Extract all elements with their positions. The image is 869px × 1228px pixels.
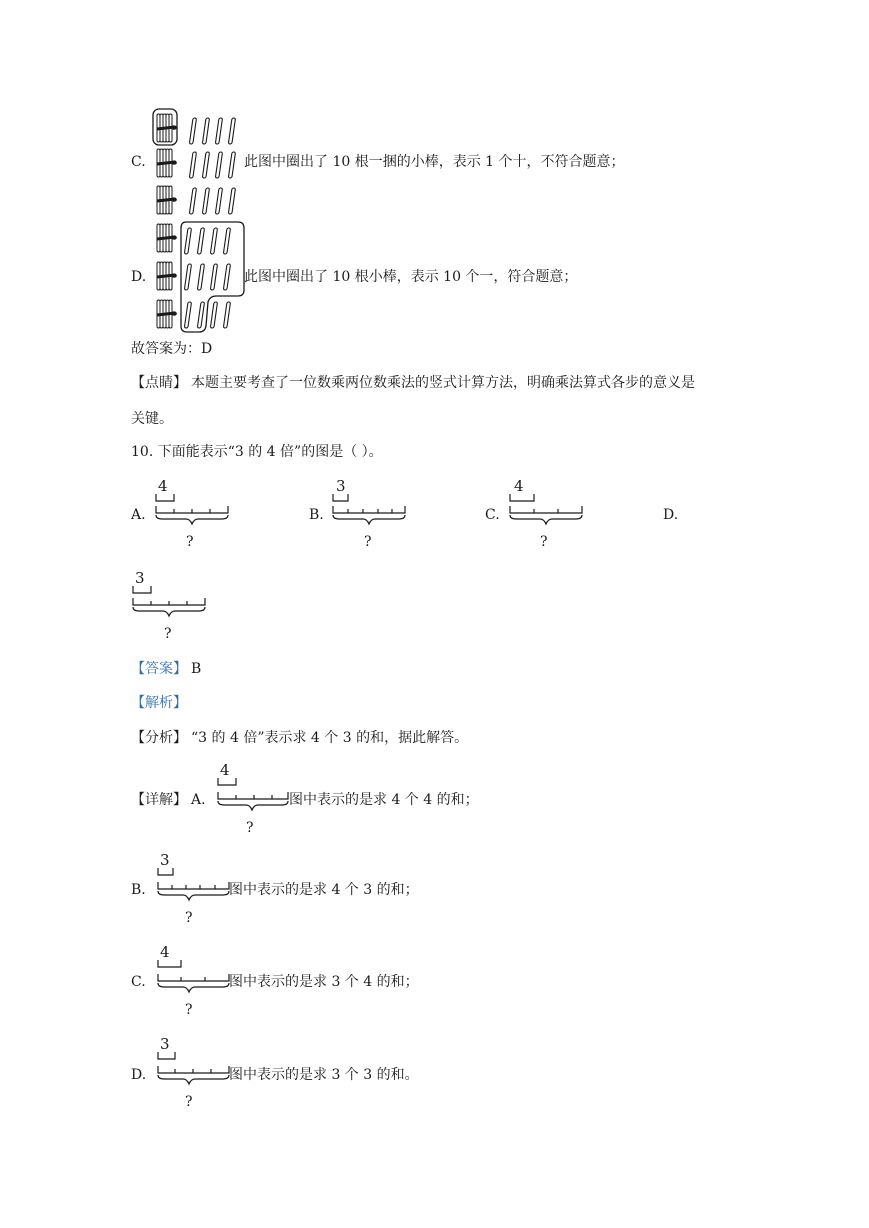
detail-b-diagram	[153, 850, 235, 928]
option-b-top-number: 3	[336, 477, 346, 495]
option-c-sticks-figure	[150, 106, 245, 218]
detail-tag: 【详解】	[131, 792, 187, 808]
detail-b-top-number: 3	[160, 851, 170, 869]
detail-b-text: 图中表示的是求 4 个 3 的和；	[229, 882, 419, 898]
option-d-top-number: 3	[135, 569, 145, 587]
option-d-sticks-figure	[150, 220, 250, 336]
detail-a-bottom-mark: ?	[246, 820, 254, 836]
detail-d-text: 图中表示的是求 3 个 3 的和。	[229, 1067, 419, 1083]
option-c-top-number: 4	[514, 477, 524, 495]
detail-a-diagram	[212, 760, 294, 838]
option-d-explanation: 此图中圈出了 10 根小棒，表示 10 个一，符合题意；	[244, 269, 578, 285]
option-b-bottom-mark: ?	[364, 534, 372, 550]
q9-comment-line1: 本题主要考查了一位数乘两位数乘法的竖式计算方法，明确乘法算式各步的意义是	[191, 375, 695, 391]
detail-c-top-number: 4	[160, 943, 170, 961]
q10-option-a-label: A.	[131, 507, 146, 523]
q10-option-d-label: D.	[663, 507, 679, 523]
q9-answer-line: 故答案为：D	[131, 341, 213, 357]
answer-value: B	[191, 661, 202, 677]
detail-a-text: 图中表示的是求 4 个 4 的和；	[289, 792, 479, 808]
detail-d-bottom-mark: ?	[185, 1094, 193, 1110]
q10-option-d-diagram	[128, 568, 210, 644]
detail-d-top-number: 3	[160, 1035, 170, 1053]
option-c-bottom-mark: ?	[540, 534, 548, 550]
q10-stem: 10. 下面能表示“3 的 4 倍”的图是（ ）。	[131, 444, 383, 460]
detail-d-diagram	[153, 1034, 235, 1112]
q9-comment-line2: 关键。	[131, 411, 173, 427]
detail-c-text: 图中表示的是求 3 个 4 的和；	[229, 974, 419, 990]
option-a-top-number: 4	[158, 477, 168, 495]
option-c-explanation: 此图中圈出了 10 根一捆的小棒，表示 1 个十，不符合题意；	[244, 154, 625, 170]
q9-comment-tag: 【点睛】	[131, 375, 187, 391]
fenxi-tag: 【分析】	[131, 730, 187, 746]
q10-option-c-diagram	[504, 476, 586, 552]
q10-option-b-diagram	[328, 476, 410, 552]
fenxi-text: “3 的 4 倍”表示求 4 个 3 的和，据此解答。	[191, 730, 469, 746]
detail-a-label: A.	[191, 792, 206, 808]
option-d-label: D.	[131, 269, 147, 285]
detail-c-diagram	[153, 942, 235, 1020]
q10-option-a-diagram	[150, 476, 232, 552]
detail-a-top-number: 4	[220, 761, 230, 779]
q10-option-c-label: C.	[485, 507, 500, 523]
option-c-label: C.	[131, 154, 146, 170]
option-a-bottom-mark: ?	[186, 534, 194, 550]
option-d-bottom-mark: ?	[164, 626, 172, 642]
analysis-tag: 【解析】	[131, 695, 187, 711]
detail-c-bottom-mark: ?	[185, 1002, 193, 1018]
detail-b-label: B.	[131, 882, 146, 898]
detail-d-label: D.	[131, 1067, 147, 1083]
answer-tag: 【答案】	[131, 661, 187, 677]
detail-b-bottom-mark: ?	[185, 910, 193, 926]
detail-c-label: C.	[131, 974, 146, 990]
q10-option-b-label: B.	[309, 507, 324, 523]
